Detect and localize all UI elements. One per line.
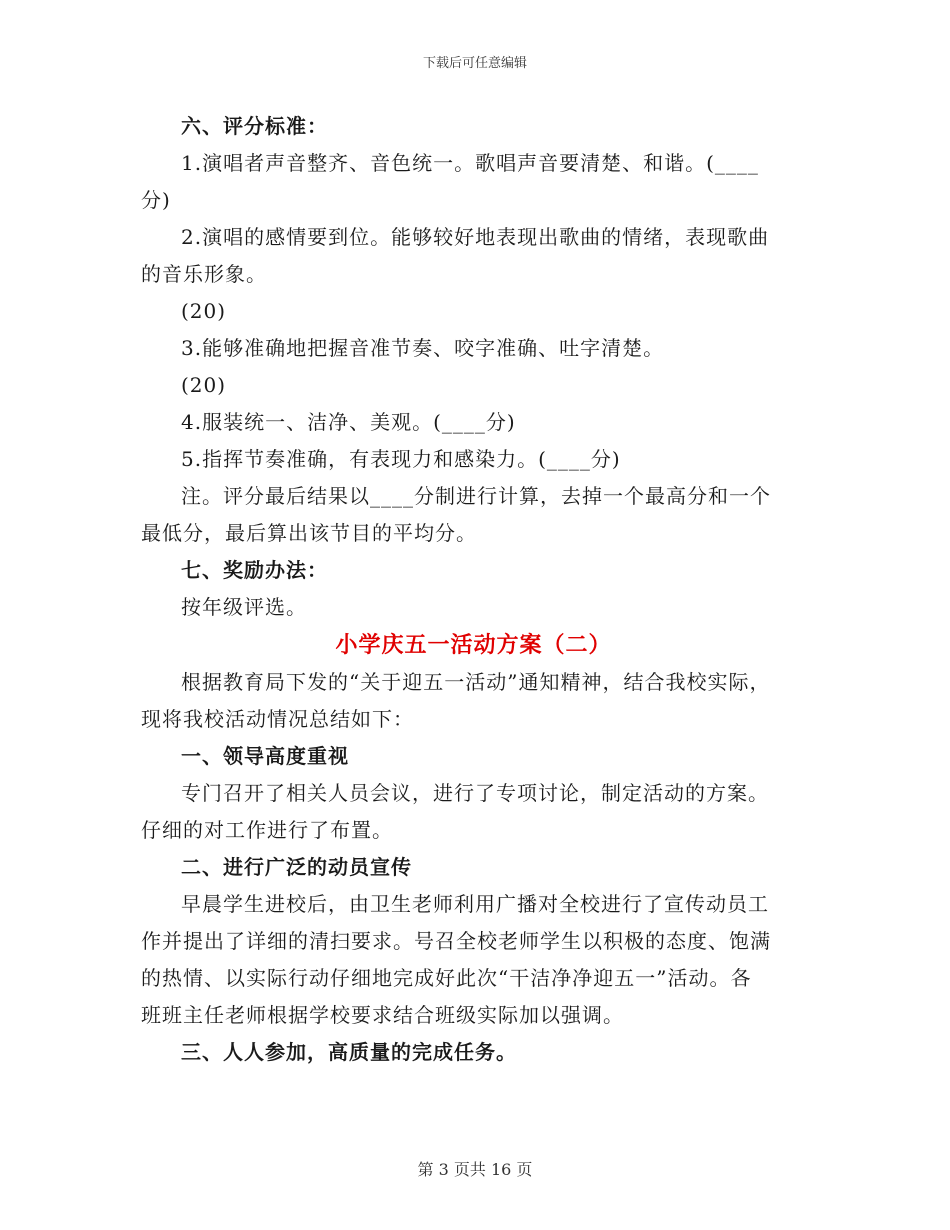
rewards-text: 按年级评选。 xyxy=(181,595,307,619)
heading-participation: 三、人人参加，高质量的完成任务。 xyxy=(181,1040,517,1064)
criterion-2-cont: 的音乐形象。 xyxy=(141,262,267,286)
page-header: 下载后可任意编辑 xyxy=(422,56,527,71)
criterion-1: 1.演唱者声音整齐、音色统一。歌唱声音要清楚、和谐。(____ xyxy=(181,151,759,175)
criterion-1-cont: 分) xyxy=(141,188,171,212)
criterion-2-score: (20) xyxy=(181,299,227,323)
mobilization-text-cont-3: 班班主任老师根据学校要求结合班级实际加以强调。 xyxy=(141,1003,624,1027)
intro-paragraph: 根据教育局下发的“关于迎五一活动”通知精神，结合我校实际， xyxy=(181,670,771,694)
leadership-text-cont: 仔细的对工作进行了布置。 xyxy=(141,818,393,842)
criterion-3: 3.能够准确地把握音准节奏、咬字准确、吐字清楚。 xyxy=(181,336,665,360)
intro-paragraph-cont: 现将我校活动情况总结如下： xyxy=(141,707,414,731)
mobilization-text-cont-1: 作并提出了详细的清扫要求。号召全校老师学生以积极的态度、饱满 xyxy=(141,929,771,953)
criterion-2: 2.演唱的感情要到位。能够较好地表现出歌曲的情绪，表现歌曲 xyxy=(181,225,770,249)
heading-mobilization: 二、进行广泛的动员宣传 xyxy=(181,855,412,879)
section-heading-rewards: 七、奖励办法： xyxy=(181,558,328,582)
scoring-note: 注。评分最后结果以____分制进行计算，去掉一个最高分和一个 xyxy=(181,484,771,508)
mobilization-text: 早晨学生进校后，由卫生老师利用广播对全校进行了宣传动员工 xyxy=(181,892,769,916)
scoring-note-cont: 最低分，最后算出该节目的平均分。 xyxy=(141,521,477,545)
criterion-4: 4.服装统一、洁净、美观。(____分) xyxy=(181,410,516,434)
section-heading-scoring: 六、评分标准： xyxy=(181,114,328,138)
criterion-5: 5.指挥节奏准确，有表现力和感染力。(____分) xyxy=(181,447,621,471)
criterion-3-score: (20) xyxy=(181,373,227,397)
heading-leadership: 一、领导高度重视 xyxy=(181,744,349,768)
mobilization-text-cont-2: 的热情、以实际行动仔细地完成好此次“干洁净净迎五一”活动。各 xyxy=(141,966,752,990)
page-footer: 第 3 页共 16 页 xyxy=(417,1160,533,1179)
leadership-text: 专门召开了相关人员会议，进行了专项讨论，制定活动的方案。 xyxy=(181,781,769,805)
document-title: 小学庆五一活动方案（二） xyxy=(335,632,612,658)
document-body xyxy=(141,108,806,1071)
